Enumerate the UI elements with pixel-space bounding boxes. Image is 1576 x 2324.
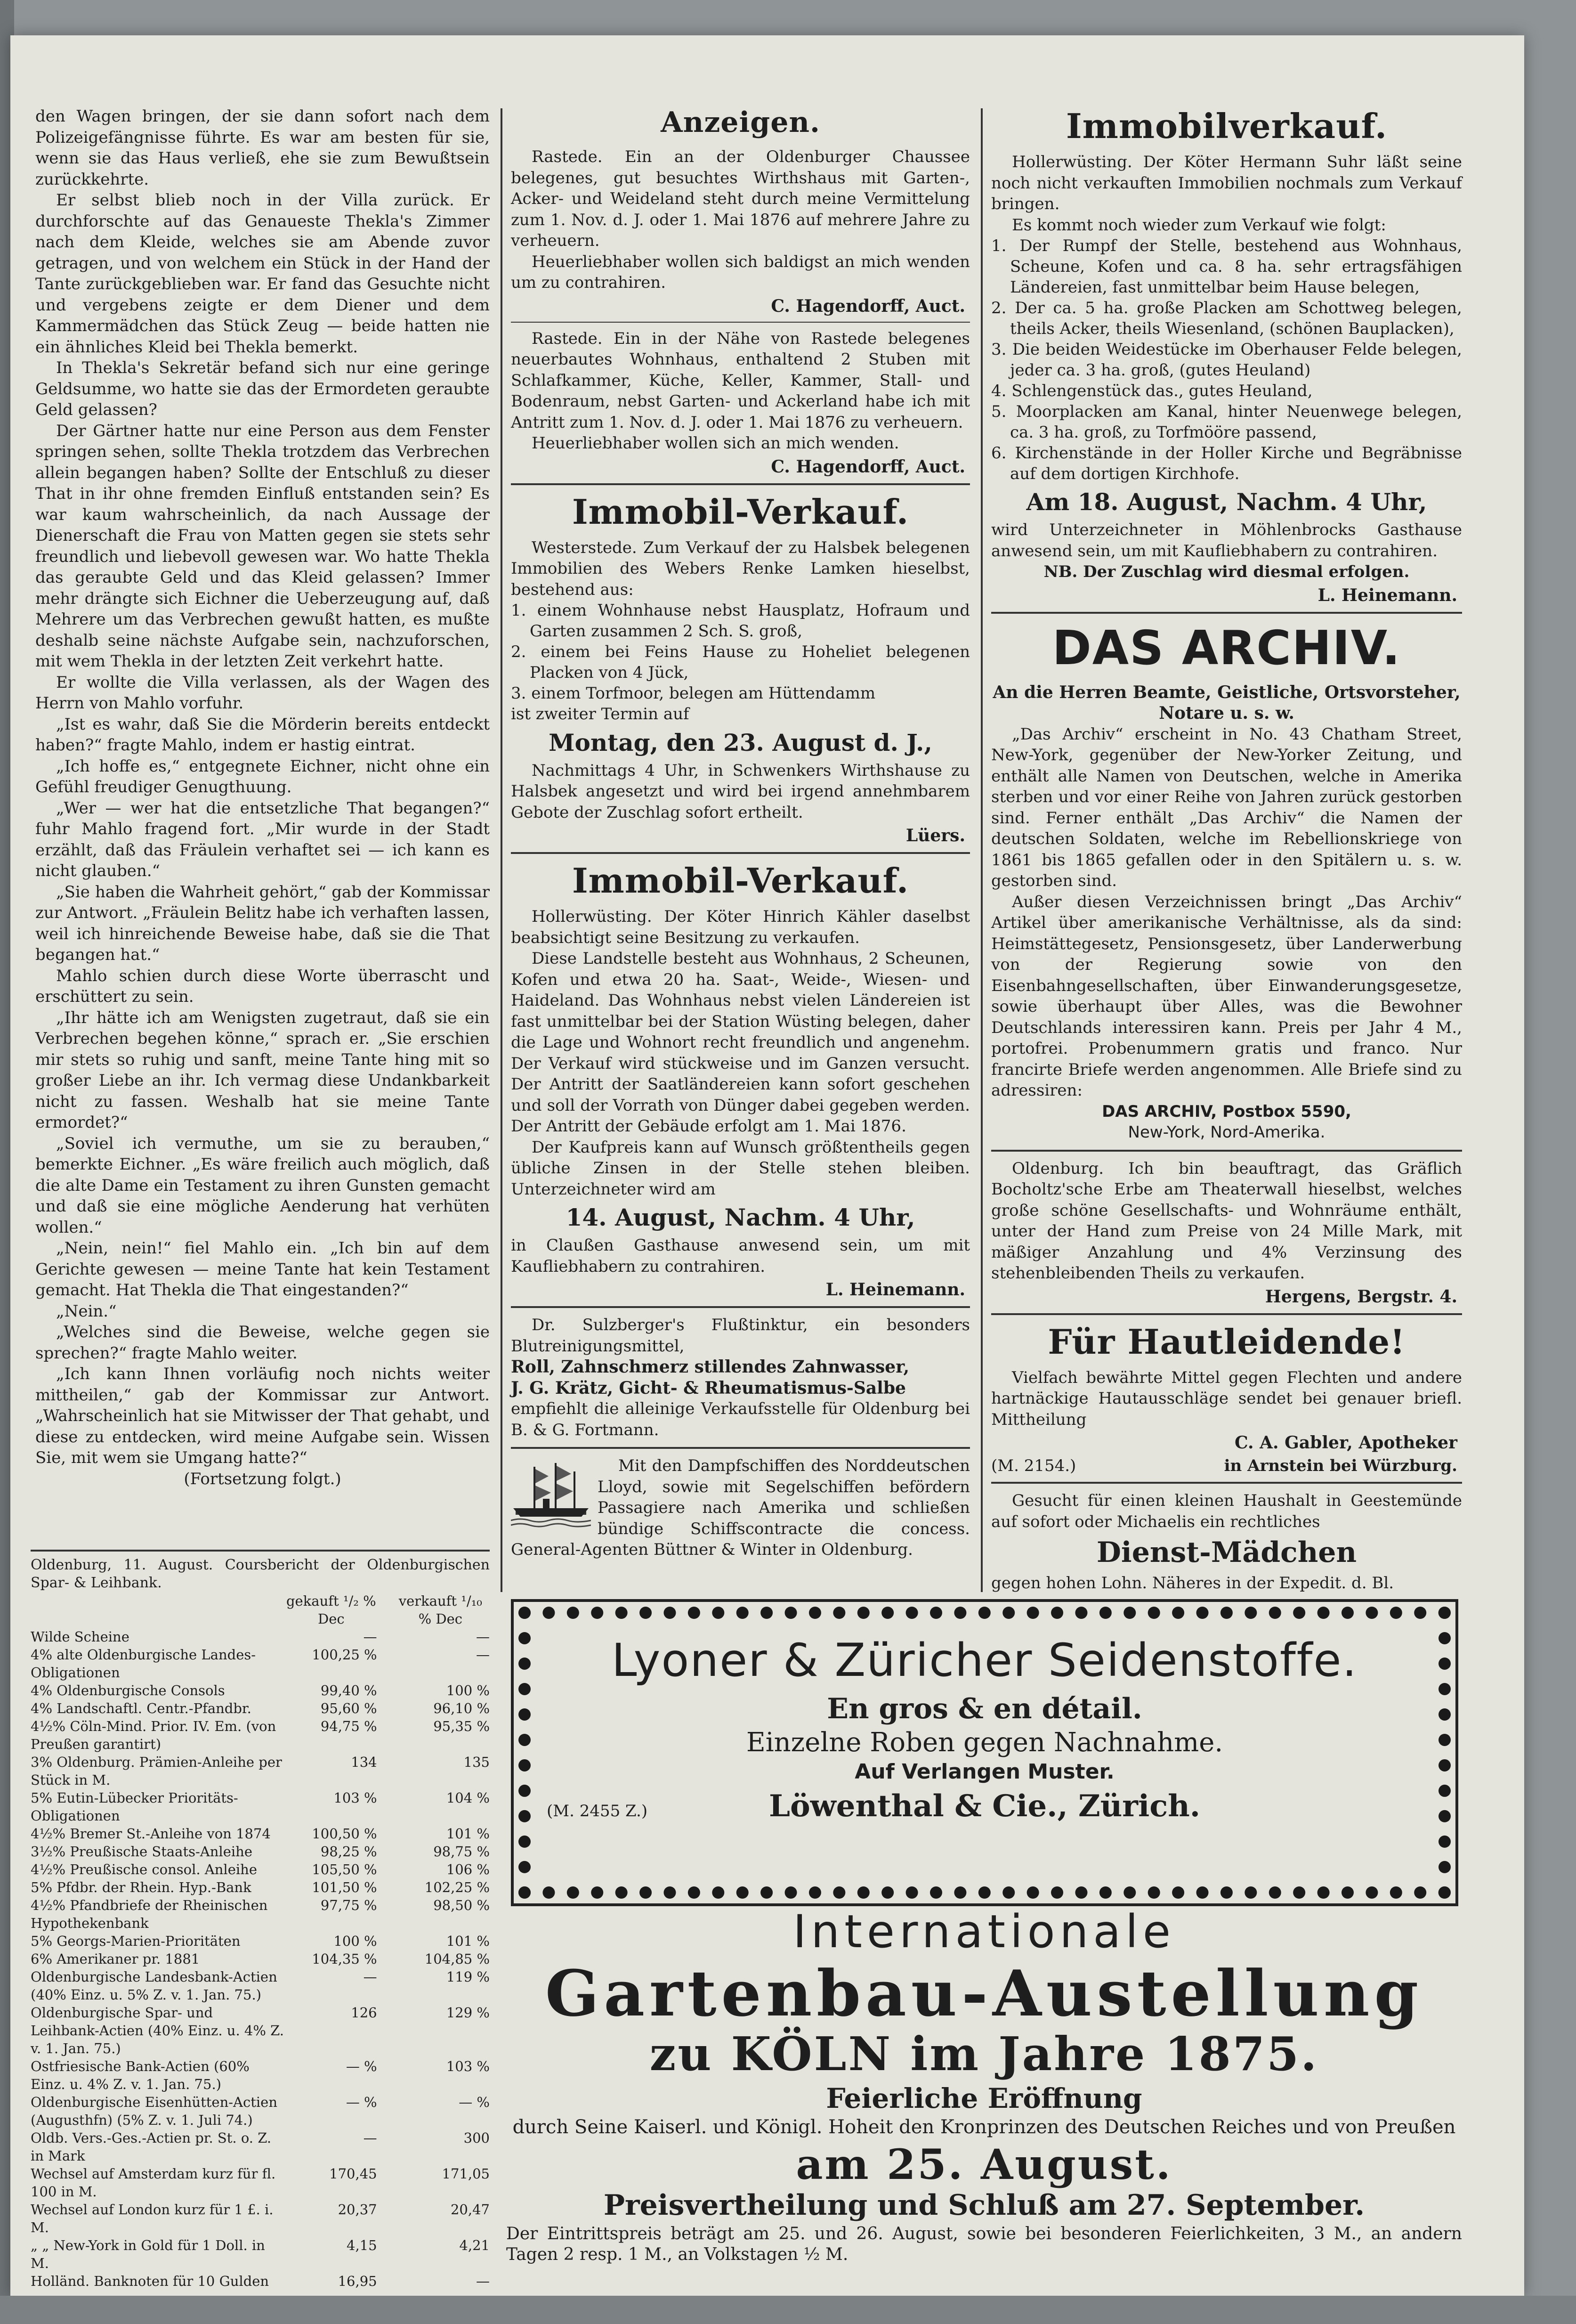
security-name: 4½% Pfandbriefe der Rheinischen Hypothekenbank <box>31 1897 268 1931</box>
table-header: Oldenburg, 11. August. Coursbericht der Oldenburgischen Spar- & Leihbank. <box>31 1557 490 1591</box>
story-paragraph: Mahlo schien durch diese Worte überrascht und erschüttert zu sein. <box>35 966 490 1006</box>
price-sold: 300 <box>463 2130 490 2146</box>
steamship-icon <box>511 1457 591 1528</box>
security-name: 5% Eutin-Lübecker Prioritäts-Obligationen <box>31 1790 238 1824</box>
ad-westerstede-signature: Lüers. <box>905 826 965 845</box>
security-name: Oldenburgische Landesbank-Actien (40% Einz. u. 5% Z. v. 1. Jan. 75.) <box>31 1969 277 2003</box>
price-sold: 96,10 % <box>433 1700 490 1716</box>
ad-list-item: 6. Kirchenstände in der Holler Kirche und Begräbnisse auf dem dortigen Kirchhofe. <box>991 444 1462 483</box>
price-bought: 170,45 <box>329 2166 377 2182</box>
ad-lloyd <box>511 1455 970 1560</box>
table-row <box>31 1896 490 1932</box>
ad-suhr-text3: wird Unterzeichneter in Möhlenbrocks Gasthause anwesend sein, um mit Kaufliebhabern zu contrahiren. <box>991 520 1462 561</box>
table-row <box>31 1699 490 1717</box>
security-name: Wechsel auf Amsterdam kurz für fl. 100 in M. <box>31 2166 276 2200</box>
divider <box>991 612 1462 614</box>
price-sold: — <box>476 1647 490 1663</box>
security-name: 4% alte Oldenburgische Landes-Obligationen <box>31 1647 256 1681</box>
price-bought: 100,25 % <box>312 1647 377 1663</box>
ad-sulzberger-text: Dr. Sulzberger's Flußtinktur, ein besonders Blutreinigungsmittel, <box>511 1316 970 1356</box>
table-row <box>31 1682 490 1699</box>
story-paragraph: Er selbst blieb noch in der Villa zurück. Er durchforschte auf das Genaueste Thekla's Zimmer nach dem Kleide, welches sie am Abende zuvor getragen, und von welchem ein Stück in der Hand der Tante zurückgeblieben war. Er fand das Gesuchte nicht und vergebens zeigte er dem Diener und dem Kammermädchen das Stück Zeug — beide hatten nie ein ähnliches Kleid bei Thekla bemerkt. <box>35 191 490 357</box>
table-row <box>31 1843 490 1861</box>
price-bought: 99,40 % <box>320 1682 377 1698</box>
col-gekauft: gekauft ¹/₂ % Dec <box>286 1593 376 1627</box>
ad-suhr-signature: L. Heinemann. <box>1317 585 1457 605</box>
table-row <box>31 1932 490 1950</box>
ad-hollerwuesting-text3: Der Kaufpreis kann auf Wunsch größtentheils gegen übliche Zinsen in der Stelle stehen bleiben. Unterzeichneter wird am <box>511 1138 970 1199</box>
price-sold: 171,05 <box>442 2166 490 2182</box>
gartenbau-closing: Preisvertheilung und Schluß am 27. September. <box>603 2189 1365 2222</box>
story-paragraph: In Thekla's Sekretär befand sich nur eine geringe Geldsumme, wo hatte sie das der Ermordeten geraubte Geld gelassen? <box>35 358 490 419</box>
ad-suhr-text: Hollerwüsting. Der Köter Hermann Suhr läßt seine noch nicht verkauften Immobilien nochmals zum Verkauf bringen. <box>991 153 1462 213</box>
ad-hollerwuesting-signature: L. Heinemann. <box>825 1280 965 1300</box>
ad-immobilverkauf-title: Immobilverkauf. <box>1066 106 1388 146</box>
ad-immobil-title-2: Immobil-Verkauf. <box>572 861 909 901</box>
ads-title: Anzeigen. <box>661 106 820 139</box>
price-bought: 20,37 <box>338 2202 377 2218</box>
table-head-row <box>31 1592 490 1628</box>
price-bought: — % <box>346 2058 377 2074</box>
price-bought: 134 <box>351 1754 377 1770</box>
price-bought: 95,60 % <box>320 1700 377 1716</box>
gartenbau-line1: Internationale <box>793 1905 1175 1958</box>
security-name: 5% Pfdbr. der Rhein. Hyp.-Bank <box>31 1879 251 1895</box>
security-name: 3% Oldenburg. Prämien-Anleihe per Stück in M. <box>31 1754 282 1788</box>
ad-list-item: 2. Der ca. 5 ha. große Placken am Schottweg belegen, theils Acker, theils Wiesenland, (schönen Bauplacken), <box>991 299 1462 338</box>
ad-sulzberger-line3: J. G. Krätz, Gicht- & Rheumatismus-Salbe <box>511 1378 906 1398</box>
price-sold: — <box>476 2273 490 2289</box>
column-rule-2 <box>981 108 983 1592</box>
ad-gabler-ref: (M. 2154.) <box>991 1456 1076 1475</box>
table-row <box>31 2165 490 2201</box>
price-sold: 101 % <box>446 1826 490 1842</box>
gartenbau-patron: durch Seine Kaiserl. und Königl. Hoheit den Kronprinzen des Deutschen Reiches und von Preußen <box>512 2116 1456 2138</box>
security-name: „ „ New-York in Gold für 1 Doll. in M. <box>31 2237 265 2271</box>
security-name: Oldenburgische Spar- und Leihbank-Actien (40% Einz. u. 4% Z. v. 1. Jan. 75.) <box>31 2005 284 2056</box>
security-name: Oldenburgische Eisenhütten-Actien (Augusthfn) (5% Z. v. 1. Juli 74.) <box>31 2094 277 2128</box>
seidenstoffe-ad <box>511 1599 1458 1906</box>
seidenstoffe-title: Lyoner & Züricher Seidenstoffe. <box>612 1634 1358 1687</box>
rate-rows <box>31 1628 490 2290</box>
ad-suhr-text2: Es kommt noch wieder zum Verkauf wie folgt: <box>1012 215 1386 235</box>
story-paragraph: „Ich hoffe es,“ entgegnete Eichner, nicht ohne ein Gefühl freudiger Genugthuung. <box>35 756 490 796</box>
security-name: 4½% Bremer St.-Anleihe von 1874 <box>31 1826 271 1842</box>
ad-hollerwuesting-date: 14. August, Nachm. 4 Uhr, <box>566 1203 915 1231</box>
security-name: 3½% Preußische Staats-Anleihe <box>31 1844 252 1860</box>
price-bought: 101,50 % <box>312 1879 377 1895</box>
ad-gabler-row <box>991 1456 1457 1475</box>
security-name: 5% Georgs-Marien-Prioritäten <box>31 1933 241 1949</box>
ad-rastede-1-text2: Heuerliebhaber wollen sich baldigst an mich wenden um zu contrahiren. <box>511 252 970 292</box>
price-sold: 119 % <box>446 1969 490 1985</box>
gartenbau-prices: Der Eintrittspreis beträgt am 25. und 26. August, sowie bei besonderen Feierlichkeiten, 3 M., an andern Tagen 2 resp. 1 M., an Volkstagen ½ M. <box>506 2224 1462 2264</box>
divider <box>991 1313 1462 1315</box>
price-sold: 102,25 % <box>424 1879 490 1895</box>
table-top-rule <box>31 1550 490 1552</box>
bottom-strip <box>0 2296 1576 2324</box>
gartenbau-opening: Feierliche Eröffnung <box>826 2082 1142 2114</box>
price-sold: 104,85 % <box>424 1951 490 1967</box>
ad-sulzberger-line2: Roll, Zahnschmerz stillendes Zahnwasser, <box>511 1357 910 1377</box>
ad-bocholtz-text: Oldenburg. Ich bin beauftragt, das Gräflich Bocholtz'sche Erbe am Theaterwall hieselbst, welches große schöne Gesellschafts- und Wohnräume enthält, unter der Hand zum Preise von 24 Mille Mark, mit mäßiger Anzahlung und 4% Verzinsung des stehenbleibenden Theils zu verkaufen. <box>991 1159 1462 1283</box>
price-bought: 100,50 % <box>312 1826 377 1842</box>
divider <box>511 483 970 485</box>
story-paragraph: „Nein, nein!“ fiel Mahlo ein. „Ich bin auf dem Gerichte gewesen — meine Tante hat kein Testament gemacht. Hat Thekla die That eingestanden?“ <box>35 1239 490 1300</box>
price-bought: — <box>363 1969 377 1985</box>
story-paragraph: Er wollte die Villa verlassen, als der Wagen des Herrn von Mahlo vorfuhr. <box>35 673 490 713</box>
ad-list-item: 2. einem bei Feins Hause zu Hoheliet belegenen Placken von 4 Jück, <box>511 642 970 682</box>
story-paragraph: „Nein.“ <box>56 1301 117 1321</box>
gartenbau-location: zu KÖLN im Jahre 1875. <box>649 2027 1319 2081</box>
seidenstoffe-firm-row <box>547 1788 1422 1824</box>
security-name: Wilde Scheine <box>31 1629 129 1645</box>
seidenstoffe-line3: Auf Verlangen Muster. <box>855 1760 1115 1784</box>
ad-hautleidende-text: Vielfach bewährte Mittel gegen Flechten und andere hartnäckige Hautausschläge sendet bei genauer briefl. Mittheilung <box>991 1368 1462 1429</box>
price-bought: 105,50 % <box>312 1861 377 1877</box>
price-bought: — <box>363 1629 377 1645</box>
ad-hollerwuesting-text2: Diese Landstelle besteht aus Wohnhaus, 2 Scheunen, Kofen und etwa 20 ha. Saat-, Weide-, Wiesen- und Haideland. Das Wohnhaus nebst vielen Ländereien ist fast unmittelbar bei der Station Wüsting belegen, daher die Lage und Wohnort recht freundlich und angenehm. Der Verkauf wird stückweise und im Ganzen versucht. Der Antritt der Saatländereien kann sofort geschehen und soll der Vorrath von Dünger dabei gegeben werden. Der Antritt der Gebäude erfolgt am 1. Mai 1876. <box>511 949 970 1136</box>
story-paragraph: „Ist es wahr, daß Sie die Mörderin bereits entdeckt haben?“ fragte Mahlo, indem er hastig eintrat. <box>35 715 490 755</box>
price-bought: 94,75 % <box>320 1718 377 1734</box>
archiv-text2: Außer diesen Verzeichnissen bringt „Das Archiv“ Artikel über amerikanische Verhältnisse, als da sind: Heimstättegesetz, Pensionsgesetz, über Landerwerbung von der Regierung sowie von den Eisenbahngesellschaften, über Einwanderungsgesetze, sowie überhaupt über Alles, was die Bewohner Deutschlands interessiren kann. Preis per Jahr 4 M., portofrei. Probenummern gratis und franco. Nur francirte Briefe werden angenommen. Alle Briefe sind zu adressiren: <box>991 892 1462 1100</box>
table-row <box>31 1717 490 1753</box>
security-name: Ostfriesische Bank-Actien (60% Einz. u. 4% Z. v. 1. Jan. 75.) <box>31 2058 250 2092</box>
ad-westerstede-date: Montag, den 23. August d. J., <box>549 728 932 756</box>
price-sold: 98,75 % <box>433 1844 490 1860</box>
table-row <box>31 1628 490 1646</box>
seidenstoffe-line2: Einzelne Roben gegen Nachnahme. <box>746 1727 1223 1758</box>
divider <box>511 1447 970 1449</box>
ad-dienst-text2: gegen hohen Lohn. Näheres in der Expedit. d. Bl. <box>991 1574 1394 1593</box>
divider <box>511 852 970 854</box>
seidenstoffe-ref: (M. 2455 Z.) <box>547 1802 648 1820</box>
price-sold: — <box>476 1629 490 1645</box>
ad-gabler-location: in Arnstein bei Würzburg. <box>1224 1456 1457 1475</box>
ad-rastede-1-text: Rastede. Ein an der Oldenburger Chaussee belegenes, gut besuchtes Wirthshaus mit Garten-, Acker- und Weideland steht durch meine Vermittelung zum 1. Nov. d. J. oder 1. Mai 1876 auf mehrere Jahre zu verheuern. <box>511 147 970 250</box>
price-sold: 129 % <box>446 2005 490 2021</box>
ad-dienst-text: Gesucht für einen kleinen Haushalt in Geestemünde auf sofort oder Michaelis ein rechtliches <box>991 1491 1462 1531</box>
rates-table <box>31 1592 490 2290</box>
price-sold: 98,50 % <box>433 1897 490 1913</box>
divider <box>511 322 970 323</box>
ad-westerstede-text3: Nachmittags 4 Uhr, in Schwenkers Wirthshause zu Halsbek angesetzt und wird bei irgend annehmbarem Gebote der Zuschlag sofort ertheilt. <box>511 761 970 822</box>
security-name: 4½% Preußische consol. Anleihe <box>31 1861 257 1877</box>
story-paragraph: „Ich kann Ihnen vorläufig noch nichts weiter mittheilen,“ gab der Kommissar zur Antwort. „Wahrscheinlich hat sie Mitwisser der That gehabt, und diese zu entdecken, wird meine Aufgabe sein. Wissen Sie, mit wem sie Umgang hatte?“ <box>35 1365 490 1467</box>
story-paragraph: „Ihr hätte ich am Wenigsten zugetraut, daß sie ein Verbrechen begehen könne,“ sprach er. „Sie erschien mir stets so ruhig und sanft, meine Tante hing mit so großer Liebe an ihr. Ich vermag diese Undankbarkeit nicht zu fassen. Weshalb hat sie meine Tante ermordet?“ <box>35 1008 490 1132</box>
price-sold: 100 % <box>446 1682 490 1698</box>
table-row <box>31 1825 490 1843</box>
seidenstoffe-ad-content <box>547 1630 1422 1875</box>
table-row <box>31 1789 490 1825</box>
story-paragraph: Der Gärtner hatte nur eine Person aus dem Fenster springen sehen, sollte Thekla trotzdem das Verbrechen allein begangen haben? Sollte der Entschluß zu dieser That in ihr ohne fremden Einfluß entstanden sein? Es war kaum wahrscheinlich, da nach Aussage der Dienerschaft die Frau von Matten gegen sie stets sehr freundlich und liebevoll gewesen war. Wo hatte Thekla das geraubte Geld und das Kleid gelassen? Immer mehr drängte sich Eichner die Ueberzeugung auf, daß Mehrere um das Verbrechen gewußt hatten, es mußte deshalb seine nächste Aufgabe sein, nachzuforschen, mit wem Thekla in der letzten Zeit verkehrt hatte. <box>35 421 490 671</box>
security-name: 4% Landschaftl. Centr.-Pfandbr. <box>31 1700 251 1716</box>
ad-rastede-2-text: Rastede. Ein in der Nähe von Rastede belegenes neuerbautes Wohnhaus, enthaltend 2 Stuben mit Schlafkammer, Küche, Keller, Kammer, Stall- und Bodenraum, nebst Garten- und Ackerland habe ich mit Antritt zum 1. Nov. d. J. oder 1. Mai 1876 zu verheuern. <box>511 329 970 432</box>
table-row <box>31 2093 490 2129</box>
story-paragraph: „Sie haben die Wahrheit gehört,“ gab der Kommissar zur Antwort. „Fräulein Belitz habe ich verhaften lassen, weil ich hinreichende Beweise habe, daß sie die That begangen hat.“ <box>35 882 490 964</box>
security-name: 4½% Cöln-Mind. Prior. IV. Em. (von Preußen garantirt) <box>31 1718 276 1752</box>
price-bought: 103 % <box>333 1790 377 1806</box>
ad-immobil-title: Immobil-Verkauf. <box>572 491 909 532</box>
price-sold: 104 % <box>446 1790 490 1806</box>
price-sold: 95,35 % <box>433 1718 490 1734</box>
ad-rastede-1-signature: C. Hagendorff, Auct. <box>771 296 965 316</box>
gartenbau-ad <box>506 1905 1462 2265</box>
archiv-subtitle: An die Herren Beamte, Geistliche, Ortsvorsteher, Notare u. s. w. <box>993 682 1461 723</box>
price-bought: 4,15 <box>347 2237 377 2253</box>
archiv-title: DAS ARCHIV. <box>1052 620 1401 675</box>
column-rule-1 <box>501 108 502 1592</box>
table-row <box>31 1968 490 2004</box>
ad-hollerwuesting-text4: in Claußen Gasthause anwesend sein, um mit Kaufliebhabern zu contrahiren. <box>511 1236 970 1276</box>
ads-column-right <box>991 106 1462 1594</box>
price-sold: — % <box>459 2094 490 2110</box>
price-sold: 135 <box>463 1754 490 1770</box>
table-row <box>31 1861 490 1878</box>
ad-rastede-2-text2: Heuerliebhaber wollen sich an mich wenden. <box>532 434 899 453</box>
security-name: 4% Oldenburgische Consols <box>31 1682 225 1698</box>
price-bought: 100 % <box>333 1933 377 1949</box>
divider <box>991 1150 1462 1152</box>
ad-rastede-2-signature: C. Hagendorff, Auct. <box>771 456 965 477</box>
price-sold: 101 % <box>446 1933 490 1949</box>
price-bought: — <box>363 2130 377 2146</box>
ad-sulzberger-text2: empfiehlt die alleinige Verkaufsstelle für Oldenburg bei B. & G. Fortmann. <box>511 1399 970 1439</box>
table-row <box>31 2057 490 2093</box>
ad-gabler-signature: C. A. Gabler, Apotheker <box>1235 1433 1457 1453</box>
table-row <box>31 1753 490 1789</box>
security-name: Wechsel auf London kurz für 1 £. i. M. <box>31 2202 274 2235</box>
ad-suhr-nb: NB. Der Zuschlag wird diesmal erfolgen. <box>1043 562 1410 581</box>
col-verkauft: verkauft ¹/₁₀ % Dec <box>398 1593 482 1627</box>
ad-list-item: 1. einem Wohnhause nebst Hausplatz, Hofraum und Garten zusammen 2 Sch. S. groß, <box>511 601 970 641</box>
price-bought: 98,25 % <box>320 1844 377 1860</box>
archiv-address-1: DAS ARCHIV, Postbox 5590, <box>1102 1102 1351 1121</box>
table-row <box>31 2201 490 2236</box>
story-paragraph: „Soviel ich vermuthe, um sie zu berauben,“ bemerkte Eichner. „Es wäre freilich auch möglich, daß die alte Dame ein Testament zu ihren Gunsten gemacht und daß sie eine mögliche Aenderung hat verhüten wollen.“ <box>35 1134 490 1237</box>
ad-list-item: 3. Die beiden Weidestücke im Oberhauser Felde belegen, jeder ca. 3 ha. groß, (gutes Heuland) <box>991 340 1462 380</box>
story-paragraph: „Welches sind die Beweise, welche gegen sie sprechen?“ fragte Mahlo weiter. <box>35 1323 490 1363</box>
ad-list-item: 1. Der Rumpf der Stelle, bestehend aus Wohnhaus, Scheune, Kofen und ca. 8 ha. sehr ertragsfähigen Ländereien, fast unmittelbar beim Hause belegen, <box>991 236 1462 297</box>
ad-list-item: 4. Schlengenstück das., gutes Heuland, <box>991 382 1313 400</box>
archiv-text: „Das Archiv“ erscheint in No. 43 Chatham Street, New-York, gegenüber der New-Yorker Zeitung, und enthält alle Namen von Deutschen, welche in Amerika sterben und vor einer Reihe von Jahren zurück gestorben sind. Ferner enthält „Das Archiv“ die Namen der deutschen Soldaten, welche im Rebellionskriege von 1861 bis 1865 gefallen oder in den Spitälern u. s. w. gestorben sind. <box>991 724 1462 890</box>
table-row <box>31 2004 490 2057</box>
ads-column-middle <box>511 106 970 1560</box>
ad-list-item: 3. einem Torfmoor, belegen am Hüttendamm <box>511 684 876 703</box>
price-sold: 106 % <box>446 1861 490 1877</box>
continuation-note: (Fortsetzung folgt.) <box>184 1469 341 1488</box>
security-name: Oldb. Vers.-Ges.-Actien pr. St. o. Z. in Mark <box>31 2130 272 2164</box>
price-sold: 20,47 <box>450 2202 490 2218</box>
table-row <box>31 2236 490 2272</box>
story-paragraph: den Wagen bringen, der sie dann sofort nach dem Polizeigefängnisse führte. Es war am besten für sie, wenn sie das Haus verließ, ehe sie zum Bewußtsein zurückkehrte. <box>35 107 490 189</box>
price-bought: 16,95 <box>338 2273 377 2289</box>
table-row <box>31 2272 490 2290</box>
ad-list-item: 5. Moorplacken am Kanal, hinter Neuenwege belegen, ca. 3 ha. groß, zu Torfmööre passend, <box>991 402 1462 442</box>
divider <box>991 1482 1462 1484</box>
ad-hautleidende-title: Für Hautleidende! <box>1048 1321 1406 1362</box>
seidenstoffe-firm: Löwenthal & Cie., Zürich. <box>768 1788 1201 1824</box>
seidenstoffe-line1: En gros & en détail. <box>827 1692 1142 1725</box>
price-sold: 4,21 <box>459 2237 490 2253</box>
archiv-address-2: New-York, Nord-Amerika. <box>1128 1123 1325 1142</box>
price-bought: 97,75 % <box>320 1897 377 1913</box>
divider <box>511 1306 970 1308</box>
story-column <box>35 106 490 1489</box>
ad-westerstede-text2: ist zweiter Termin auf <box>511 705 689 723</box>
security-name: 6% Amerikaner pr. 1881 <box>31 1951 200 1967</box>
price-sold: 103 % <box>446 2058 490 2074</box>
ad-suhr-date: Am 18. August, Nachm. 4 Uhr, <box>1026 488 1427 516</box>
price-bought: — % <box>346 2094 377 2110</box>
security-name: Holländ. Banknoten für 10 Gulden <box>31 2273 269 2289</box>
ad-hollerwuesting-text: Hollerwüsting. Der Köter Hinrich Kähler daselbst beabsichtigt seine Besitzung zu verkaufen. <box>511 907 970 947</box>
gartenbau-title: Gartenbau-Austellung <box>545 1956 1423 2031</box>
table-row <box>31 2129 490 2165</box>
price-bought: 126 <box>351 2005 377 2021</box>
table-row <box>31 1646 490 1682</box>
table-row <box>31 1950 490 1968</box>
table-row <box>31 1878 490 1896</box>
ad-bocholtz-signature: Hergens, Bergstr. 4. <box>1265 1286 1457 1307</box>
ad-dienst-title: Dienst-Mädchen <box>1096 1536 1357 1569</box>
ad-westerstede-text: Westerstede. Zum Verkauf der zu Halsbek belegenen Immobilien des Webers Renke Lamken hieselbst, bestehend aus: <box>511 538 970 599</box>
exchange-rate-table <box>31 1550 490 2290</box>
ad-lloyd-text: Mit den Dampfschiffen des Norddeutschen Lloyd, sowie mit Segelschiffen befördern Passagiere nach Amerika und schließen bündige Schiffscontracte die concess. General-Agenten Büttner & Winter in Oldenburg. <box>511 1456 970 1559</box>
gartenbau-date: am 25. August. <box>796 2140 1172 2189</box>
price-bought: 104,35 % <box>312 1951 377 1967</box>
story-paragraph: „Wer — wer hat die entsetzliche That begangen?“ fuhr Mahlo fragend fort. „Mir wurde in der Stadt erzählt, daß das Fräulein verhaftet sei — ich kann es nicht glauben.“ <box>35 798 490 880</box>
